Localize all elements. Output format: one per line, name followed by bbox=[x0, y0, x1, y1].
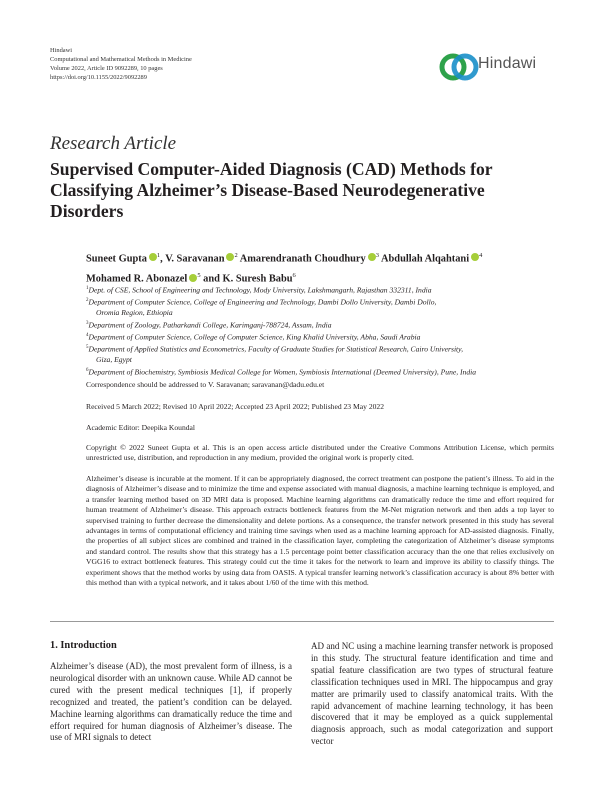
orcid-icon[interactable] bbox=[149, 253, 157, 261]
author-name[interactable]: V. Saravanan bbox=[165, 253, 225, 265]
intro-column-left: Alzheimer’s disease (AD), the most prevalent form of illness, is a neurological disorder with an unknown cause. While AD cannot be cured with the present medical techniques [1], if properly recognized and treated, the patient’s condition can be delayed. Machine learning algorithms can dramatically reduce the time and effort required for human diagnosis of Alzheimer’s disease. The use of MRI signals to detect bbox=[50, 661, 292, 743]
section-title: 1. Introduction bbox=[50, 640, 117, 651]
hindawi-logo-text: Hindawi bbox=[478, 55, 537, 72]
author-name[interactable]: Amarendranath Choudhury bbox=[239, 253, 366, 265]
correspondence: Correspondence should be addressed to V. Saravanan; saravanan@dadu.edu.et bbox=[86, 380, 325, 389]
intro-column-right: AD and NC using a machine learning transfer network is proposed in this study. The structural feature identification and time and spatial feature classification are two types of structural feature classification techniques used in MRI. The hippocampus and gray matter are primarily used to classify anatomical traits. With the rapid advancement of machine learning technology, it has been discovered that it may be employed as a quick supplemental diagnosis approach, such as modal categorization and support vector bbox=[311, 641, 553, 747]
affiliations bbox=[86, 284, 566, 378]
author-list: Suneet Gupta $^1$, V. Saravanan $^2$ Amarendranath Choudhury $^3$ Abdullah Alqahtani $^4$ Mohamed R. Abonazel $^5$ and K. Suresh Babu$^6$ bbox=[86, 252, 483, 285]
author-name[interactable]: Suneet Gupta bbox=[86, 253, 147, 265]
affiliation-continued: Giza, Egypt bbox=[96, 355, 132, 365]
affiliation: $^1$Dept. of CSE, School of Engineering and Technology, Mody University, Lakshmangarh, Rajasthan 332311, India bbox=[86, 285, 432, 295]
orcid-icon[interactable] bbox=[368, 253, 376, 261]
article-type: Research Article bbox=[50, 133, 177, 154]
author-sup: 3 bbox=[375, 252, 379, 259]
orcid-icon[interactable] bbox=[471, 253, 479, 261]
journal-name: Computational and Mathematical Methods in Medicine bbox=[50, 56, 192, 63]
author-name[interactable]: Abdullah Alqahtani bbox=[381, 253, 470, 265]
affiliation: $^2$Department of Computer Science, College of Engineering and Technology, Dambi Dollo University, Dambi Dollo, bbox=[86, 297, 437, 307]
affiliation: $^4$Department of Computer Science, College of Computer Science, King Khalid University, Abha, Saudi Arabia bbox=[86, 332, 421, 342]
author-name[interactable]: K. Suresh Babu bbox=[222, 273, 293, 285]
section-divider bbox=[50, 621, 554, 622]
copyright-notice: Copyright © 2022 Suneet Gupta et al. This is an open access article distributed under the Creative Commons Attribution License, which permits unrestricted use, distribution, and reproduction in any medium, provided the original work is properly cited. bbox=[86, 443, 554, 463]
publication-dates: Received 5 March 2022; Revised 10 April 2022; Accepted 23 April 2022; Published 23 May 2022 bbox=[86, 402, 385, 411]
affiliation: $^3$Department of Zoology, Patharkandi College, Karimganj-788724, Assam, India bbox=[86, 320, 332, 330]
article-title: Supervised Computer-Aided Diagnosis (CAD) Methods for Classifying Alzheimer’s Disease-Based Neurodegenerative Disorders bbox=[50, 159, 493, 221]
abstract: Alzheimer’s disease is incurable at the moment. If it can be appropriately diagnosed, the correct treatment can postpone the patient’s illness. To aid in the diagnosis of Alzheimer’s disease and to minimize the time and expense associated with manual diagnosis, a machine learning technique is employed, and a transfer learning method based on 3D MRI data is proposed. Machine learning algorithms can dramatically reduce the time and effort required for human treatment of Alzheimer’s disease. This approach extracts bottleneck features from the M-Net migration network and then adds a top layer to supervised training to further decrease the dimensionality and delete portions. As a consequence, the transfer network presented in this study has several advantages in terms of computational efficiency and training time savings when used as a machine learning approach for AD-assisted diagnosis. Finally, the properties of all subject slices are combined and trained in the classification layer, completing the categorization of Alzheimer’s disease symptoms and standard control. The results show that this strategy has a 1.5 percentage point better classification accuracy than the one that relies exclusively on VGG16 to extract bottleneck features. This strategy could cut the time it takes for the network to learn and improve its ability to classify things. The experiment shows that the method works by using data from OASIS. A typical transfer learning network’s classification accuracy is about 8% better with this method than with a typical network, and it takes about 1/60 of the time with this method. bbox=[86, 474, 554, 588]
affiliation-continued: Oromia Region, Ethiopia bbox=[96, 308, 173, 318]
author-name[interactable]: Mohamed R. Abonazel bbox=[86, 273, 188, 285]
volume-line: Volume 2022, Article ID 9092289, 10 pages bbox=[50, 65, 163, 72]
author-sup: 5 bbox=[197, 272, 201, 280]
author-sup: 6 bbox=[292, 272, 296, 280]
doi-link[interactable]: https://doi.org/10.1155/2022/9092289 bbox=[50, 74, 147, 81]
author-sup: 4 bbox=[479, 252, 483, 259]
journal-info bbox=[50, 46, 192, 82]
affiliation: $^5$Department of Applied Statistics and Econometrics, Faculty of Graduate Studies for Statistical Research, Cairo University, bbox=[86, 344, 464, 354]
author-sup: 2 bbox=[234, 252, 238, 259]
publisher-name: Hindawi bbox=[50, 47, 73, 54]
author-sup: 1 bbox=[156, 252, 161, 259]
affiliation: $^6$Department of Biochemistry, Symbiosis Medical College for Women, Symbiosis International (Deemed University), Pune, India bbox=[86, 367, 477, 377]
academic-editor: Academic Editor: Deepika Koundal bbox=[86, 423, 196, 432]
author-connector: and bbox=[203, 273, 220, 285]
